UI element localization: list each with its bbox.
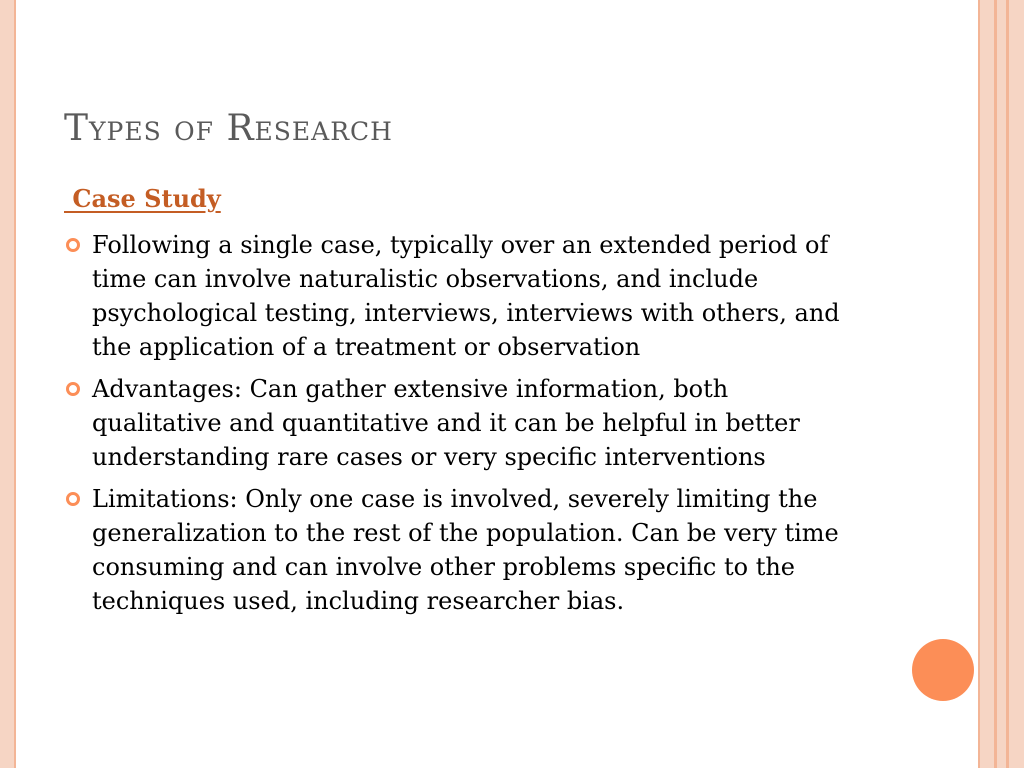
decorative-circle-icon — [912, 639, 974, 701]
bullet-text: Advantages: Can gather extensive information, both qualitative and quantitative and it can be helpful in better understanding rare cases or very specific interventions — [92, 375, 800, 471]
slide-title: Types of Research — [64, 108, 393, 149]
circle-bullet-icon — [66, 492, 80, 506]
bullet-list — [64, 228, 864, 626]
left-border-stripe — [0, 0, 14, 768]
left-border-line — [14, 0, 16, 768]
right-stripe — [980, 0, 994, 768]
right-stripe — [997, 0, 1006, 768]
list-item — [64, 372, 864, 474]
slide-subheading: Case Study — [64, 184, 221, 213]
bullet-text: Limitations: Only one case is involved, severely limiting the generalization to the rest of the population. Can be very time consuming and can involve other problems specific to the techniques used, including researcher bias. — [92, 485, 839, 615]
bullet-text: Following a single case, typically over an extended period of time can involve naturalistic observations, and include psychological testing, interviews, interviews with others, and the application of a treatment or observation — [92, 231, 840, 361]
list-item — [64, 228, 864, 364]
right-border-stripes — [978, 0, 1024, 768]
right-stripe — [1009, 0, 1024, 768]
list-item — [64, 482, 864, 618]
circle-bullet-icon — [66, 238, 80, 252]
circle-bullet-icon — [66, 382, 80, 396]
